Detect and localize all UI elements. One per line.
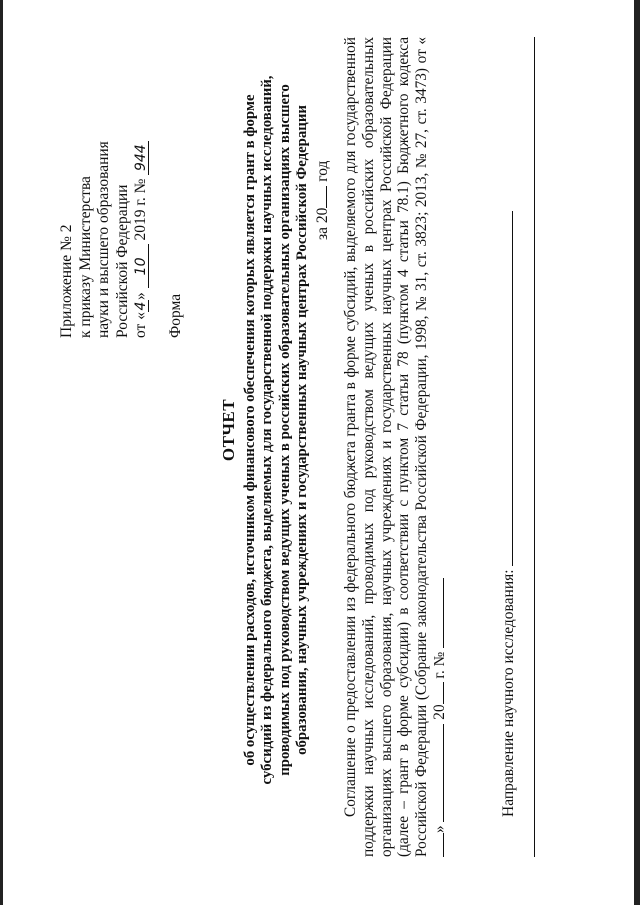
- year-prefix: за 20: [314, 207, 331, 240]
- research-direction-blank-line: [533, 37, 535, 857]
- report-heading: ОТЧЕТ: [219, 398, 238, 462]
- appendix-header: [58, 38, 151, 338]
- appendix-order-ref: к приказу Министерства: [76, 176, 94, 338]
- title-line-2: субсидий из федерального бюджета, выделяемых для государственной поддержки научных исследований,: [259, 75, 275, 785]
- agreement-text: [342, 37, 449, 857]
- appendix-ministry: науки и высшего образования: [95, 141, 112, 338]
- research-direction-label: Направление научного исследования:: [500, 569, 517, 817]
- agreement-body: Соглашение о предоставлении из федерального бюджета гранта в форме субсидий, выделяемого для государственной поддержки научных исследований, проводимых под руководством ведущих ученых в российских образовательных организациях высшего образования, научных учреждениях и государственных научных центрах Российской Федерации (далее – грант в форме субсидии) в соответствии с пунктом 7 статьи 78 (пунктом 4 статьи 78.1) Бюджетного кодекса Российской Федерации (Собрание законодательства Российской Федерации, 1998, № 31, ст. 3823; 2013, № 27, ст. 3473) от «: [342, 37, 431, 857]
- year-blank: [326, 186, 327, 208]
- title-line-4: образования, научных учреждениях и государственных научных центрах Российской Федерации: [294, 105, 310, 755]
- title-line-3: проводимых под руководством ведущих ученых в российских образовательных организациях высшего: [276, 84, 293, 776]
- research-direction-blank: [500, 211, 513, 566]
- title-line-1: об осуществлении расходов, источником финансового обеспечения которых является грант в форме: [241, 94, 258, 766]
- handwritten-month: 10: [134, 244, 149, 288]
- scan-edge-top: [0, 0, 3, 905]
- agreement-year-prefix: 20: [430, 704, 448, 720]
- research-direction: [500, 37, 518, 817]
- agreement-day-blank: [431, 833, 444, 857]
- handwritten-order-number: 944: [134, 141, 149, 175]
- agreement-month-blank: [431, 724, 444, 822]
- date-year-text: 2019 г. №: [132, 178, 149, 241]
- agreement-paragraph: [342, 37, 449, 857]
- handwritten-day: 4: [133, 301, 149, 311]
- appendix-date-line: [132, 38, 151, 338]
- agreement-number-blank: [431, 578, 444, 648]
- scan-edge-bottom: [634, 0, 640, 905]
- date-mid: »: [132, 292, 149, 301]
- report-title: [220, 50, 312, 810]
- appendix-number: Приложение № 2: [58, 224, 75, 338]
- appendix-country: Российской Федерации: [113, 184, 131, 338]
- agreement-year-blank: [431, 682, 444, 704]
- report-year-line: [314, 161, 332, 240]
- year-suffix: год: [314, 160, 331, 182]
- agreement-number-prefix: г. №: [430, 651, 448, 679]
- date-prefix: от «: [132, 312, 149, 338]
- form-label: Форма: [167, 293, 184, 338]
- agreement-date-close: »: [430, 825, 448, 833]
